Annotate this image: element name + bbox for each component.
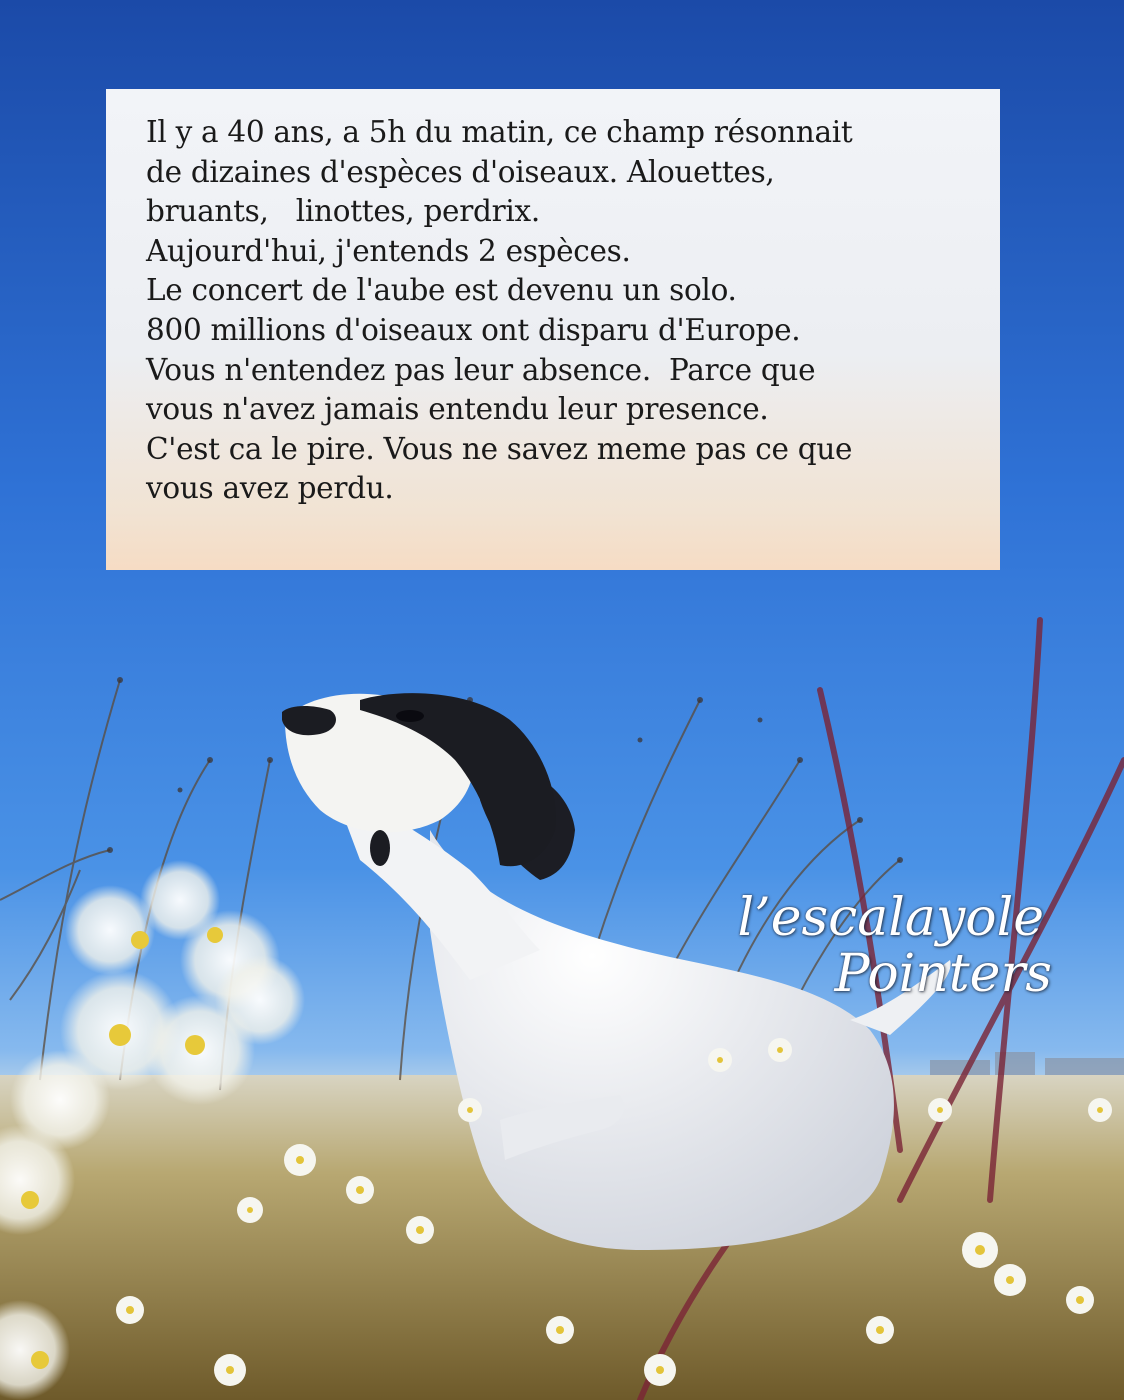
brand-watermark: [737, 888, 1052, 1004]
brand-line-1: l’escalayole: [737, 888, 1044, 948]
quote-line: vous avez perdu.: [146, 471, 394, 506]
quote-line: de dizaines d'espèces d'oiseaux. Alouettes,: [146, 154, 775, 189]
quote-line: Le concert de l'aube est devenu un solo.: [146, 273, 737, 308]
quote-line: bruants, linottes, perdrix.: [146, 194, 540, 229]
quote-line: Il y a 40 ans, a 5h du matin, ce champ résonnait: [146, 115, 853, 149]
quote-box: [106, 89, 1000, 570]
quote-line: Vous n'entendez pas leur absence. Parce que: [146, 352, 816, 387]
quote-line: 800 millions d'oiseaux ont disparu d'Europe.: [146, 312, 801, 347]
quote-line: C'est ca le pire. Vous ne savez meme pas ce que: [146, 431, 853, 466]
quote-line: vous n'avez jamais entendu leur presence.: [146, 392, 769, 427]
brand-line-2: Pointers: [834, 944, 1052, 1004]
quote-line: Aujourd'hui, j'entends 2 espèces.: [146, 233, 631, 268]
